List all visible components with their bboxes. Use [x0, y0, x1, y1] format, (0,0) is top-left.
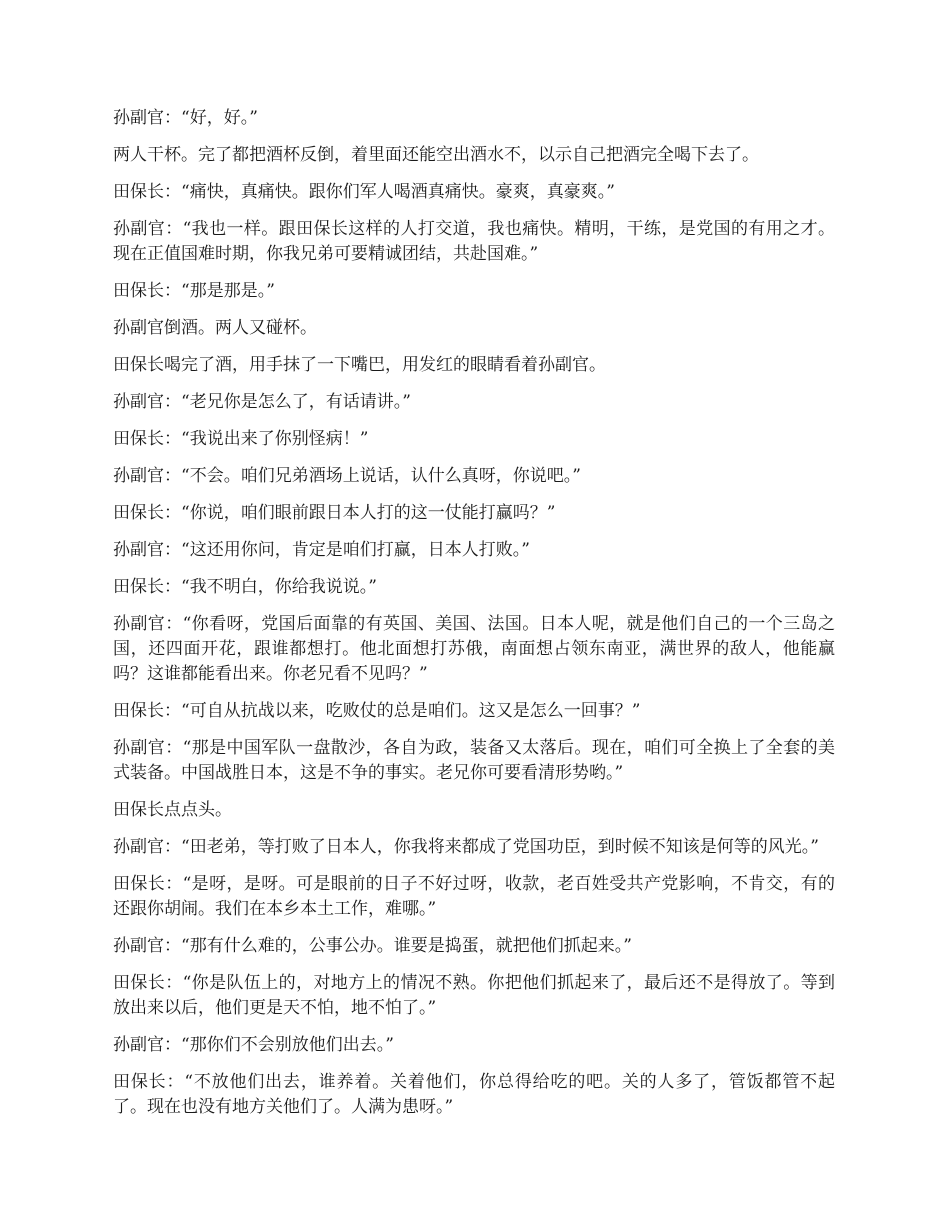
paragraph: 孙副官：“好，好。” [113, 108, 258, 128]
paragraph: 田保长：“那是那是。” [113, 281, 275, 301]
paragraph: 孙副官倒酒。两人又碰杯。 [113, 318, 317, 338]
paragraph: 孙副官：“那有什么难的，公事公办。谁要是捣蛋，就把他们抓起来。” [113, 936, 632, 956]
paragraph: 孙副官：“那你们不会别放他们出去。” [113, 1035, 394, 1055]
paragraph: 田保长：“我说出来了你别怪病！” [113, 429, 369, 449]
paragraph: 孙副官：“不会。咱们兄弟酒场上说话，认什么真呀，你说吧。” [113, 466, 581, 486]
paragraph: 孙副官：“那是中国军队一盘散沙，各自为政，装备又太落后。现在，咱们可全换上了全套的美式装备。中国战胜日本，这是不争的事实。老兄你可要看清形势哟。” [113, 738, 835, 783]
paragraph: 孙副官：“田老弟，等打败了日本人，你我将来都成了党国功臣，到时候不知该是何等的风光。” [113, 837, 819, 857]
paragraph: 田保长：“可自从抗战以来，吃败仗的总是咱们。这又是怎么一回事？” [113, 701, 641, 721]
paragraph: 孙副官：“你看呀，党国后面靠的有英国、美国、法国。日本人呢，就是他们自己的一个三岛之国，还四面开花，跟谁都想打。他北面想打苏俄，南面想占领东南亚，满世界的敌人，他能赢吗？这谁都能看出来。你老兄看不见吗？” [113, 614, 835, 684]
paragraph: 田保长：“你是队伍上的，对地方上的情况不熟。你把他们抓起来了，最后还不是得放了。等到放出来以后，他们更是天不怕，地不怕了。” [113, 973, 835, 1018]
paragraph: 孙副官：“我也一样。跟田保长这样的人打交道，我也痛快。精明，干练，是党国的有用之才。现在正值国难时期，你我兄弟可要精诚团结，共赴国难。” [113, 219, 835, 264]
document-body [113, 106, 835, 1132]
paragraph: 田保长：“是呀，是呀。可是眼前的日子不好过呀，收款，老百姓受共产党影响，不肯交，有的还跟你胡闹。我们在本乡本土工作，难哪。” [113, 874, 835, 919]
paragraph: 田保长点点头。 [113, 800, 232, 820]
paragraph: 田保长：“我不明白，你给我说说。” [113, 577, 377, 597]
paragraph: 田保长：“痛快，真痛快。跟你们军人喝酒真痛快。豪爽，真豪爽。” [113, 182, 615, 202]
paragraph: 田保长：“你说，咱们眼前跟日本人打的这一仗能打赢吗？” [113, 503, 556, 523]
paragraph: 田保长：“不放他们出去，谁养着。关着他们，你总得给吃的吧。关的人多了，管饭都管不起了。现在也没有地方关他们了。人满为患呀。” [113, 1072, 835, 1117]
paragraph: 田保长喝完了酒，用手抹了一下嘴巴，用发红的眼睛看着孙副官。 [113, 355, 606, 375]
paragraph: 孙副官：“老兄你是怎么了，有话请讲。” [113, 392, 411, 412]
paragraph: 孙副官：“这还用你问，肯定是咱们打赢，日本人打败。” [113, 540, 530, 560]
paragraph: 两人干杯。完了都把酒杯反倒，着里面还能空出酒水不，以示自己把酒完全喝下去了。 [113, 145, 759, 165]
